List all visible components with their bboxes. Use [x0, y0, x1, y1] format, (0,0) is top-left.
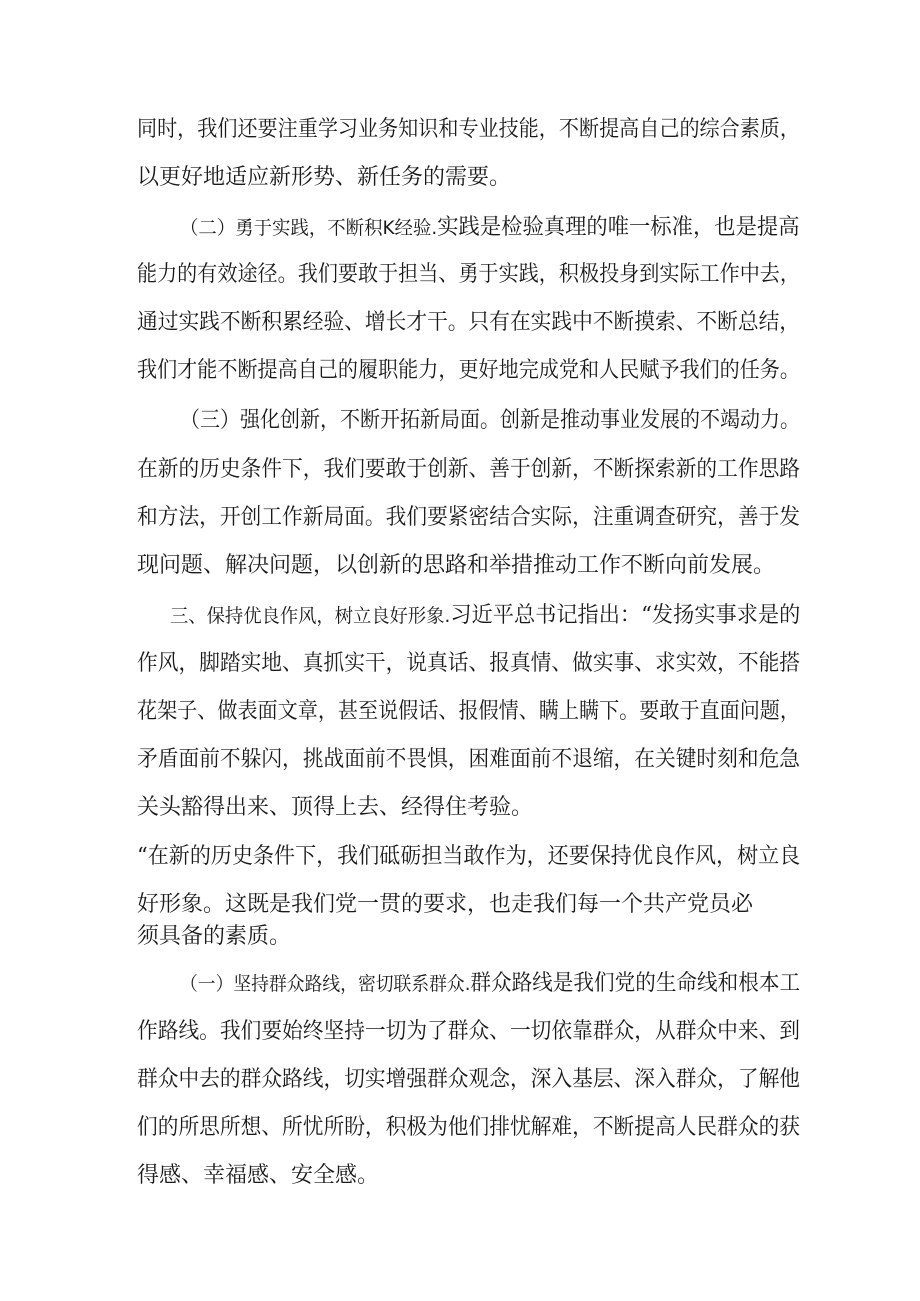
section-heading-4: [180, 969, 800, 999]
text-line: 能力的有效途径。我们要敢于担当、勇于实践，积极投身到实际工作中去，: [137, 262, 800, 287]
heading-rest: 群众路线是我们党的生命线和根本工: [470, 971, 801, 996]
text-line: 群众中去的群众路线，切实增强群众观念，深入基层、深入群众，了解他: [137, 1067, 801, 1092]
heading-lead: （一）坚持群众路线，密切联系群众.: [180, 973, 471, 995]
text-line: 好形象。这既是我们党一贯的要求，也走我们每一个共产党员必: [137, 892, 754, 917]
heading-lead: 三、保持优良作风，树立良好形象.: [170, 605, 451, 627]
text-line: 同时，我们还要注重学习业务知识和专业技能，不断提高自己的综合素质，: [137, 117, 800, 142]
text-line: 通过实践不断积累经验、增长才干。只有在实践中不断摸索、不断总结，: [137, 310, 801, 335]
text-line: 得感、幸福感、安全感。: [137, 1163, 380, 1188]
text-line: 我们才能不断提高自己的履职能力，更好地完成党和人民赋予我们的任务。: [137, 358, 800, 383]
heading-lead: （二）勇于实践，不断积K经验.: [180, 217, 438, 239]
text-line: 在新的历史条件下，我们要敢于创新、善于创新，不断探索新的工作思路: [137, 457, 801, 482]
text-line: 现问题、解决问题，以创新的思路和举措推动工作不断向前发展。: [137, 553, 776, 578]
text-line: 矛盾面前不躲闪，挑战面前不畏惧，困难面前不退缩，在关键时刻和危急: [137, 747, 801, 772]
text-line: 作风，脚踏实地、真抓实干，说真话、报真情、做实事、求实效，不能搭: [137, 651, 801, 676]
heading-rest: 实践是检验真理的唯一标准，也是提高: [437, 215, 800, 240]
text-line: 和方法，开创工作新局面。我们要紧密结合实际，注重调查研究，善于发: [137, 505, 801, 530]
text-line: “在新的历史条件下，我们砥砺担当敢作为，还要保持优良作风，树立良: [137, 844, 801, 869]
heading-rest: 习近平总书记指出：“发扬实事求是的: [450, 603, 801, 628]
section-heading-3: [170, 601, 800, 631]
section-heading-2: [180, 213, 800, 243]
text-line: 关头豁得出来、顶得上去、经得住考验。: [137, 795, 534, 820]
text-line: 花架子、做表面文章，甚至说假话、报假情、瞒上瞒下。要敢于直面问题，: [137, 699, 800, 724]
text-line: 作路线。我们要始终坚持一切为了群众、一切依靠群众，从群众中来、到: [137, 1019, 801, 1044]
text-line: 须具备的素质。: [137, 924, 292, 949]
text-line: 们的所思所想、所忧所盼，积极为他们排忧解难，不断提高人民群众的获: [137, 1115, 801, 1140]
text-line: 以更好地适应新形势、新任务的需要。: [137, 165, 512, 190]
text-line: （三）强化创新，不断开拓新局面。创新是推动事业发展的不竭动力。: [180, 408, 801, 433]
